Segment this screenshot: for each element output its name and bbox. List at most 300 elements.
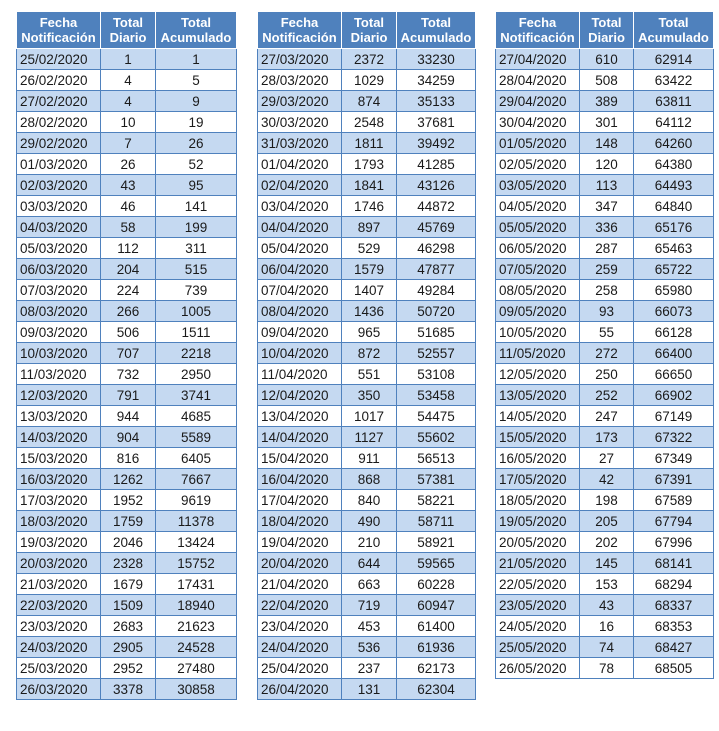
table-row xyxy=(258,427,476,448)
cell-fecha: 07/03/2020 xyxy=(17,280,101,301)
table-row xyxy=(17,532,237,553)
table-row xyxy=(17,196,237,217)
cell-total-acumulado: 66073 xyxy=(634,301,714,322)
cell-total-acumulado: 62173 xyxy=(397,658,476,679)
cell-total-acumulado: 55602 xyxy=(397,427,476,448)
cell-fecha: 21/05/2020 xyxy=(496,553,580,574)
header-total-acumulado: Total Acumulado xyxy=(397,12,476,49)
cell-total-acumulado: 3741 xyxy=(156,385,237,406)
cell-fecha: 12/03/2020 xyxy=(17,385,101,406)
cell-total-acumulado: 34259 xyxy=(397,70,476,91)
cell-total-acumulado: 515 xyxy=(156,259,237,280)
cell-fecha: 24/05/2020 xyxy=(496,616,580,637)
table-row xyxy=(258,679,476,700)
table-row xyxy=(496,427,714,448)
cell-total-diario: 148 xyxy=(580,133,634,154)
cell-total-diario: 1436 xyxy=(342,301,397,322)
cell-fecha: 05/05/2020 xyxy=(496,217,580,238)
cell-fecha: 25/03/2020 xyxy=(17,658,101,679)
table-row xyxy=(258,91,476,112)
table-row xyxy=(496,364,714,385)
cell-total-acumulado: 19 xyxy=(156,112,237,133)
cell-total-diario: 840 xyxy=(342,490,397,511)
cell-total-acumulado: 739 xyxy=(156,280,237,301)
table-row xyxy=(496,49,714,70)
cell-total-acumulado: 65463 xyxy=(634,238,714,259)
cell-total-diario: 874 xyxy=(342,91,397,112)
cell-fecha: 25/05/2020 xyxy=(496,637,580,658)
cell-total-acumulado: 68294 xyxy=(634,574,714,595)
cell-total-diario: 1 xyxy=(101,49,156,70)
cell-total-acumulado: 61400 xyxy=(397,616,476,637)
table-row xyxy=(496,637,714,658)
cell-total-acumulado: 50720 xyxy=(397,301,476,322)
table-row xyxy=(496,301,714,322)
cell-total-acumulado: 95 xyxy=(156,175,237,196)
cell-total-acumulado: 68337 xyxy=(634,595,714,616)
cell-total-diario: 1811 xyxy=(342,133,397,154)
cell-fecha: 30/04/2020 xyxy=(496,112,580,133)
cell-fecha: 18/05/2020 xyxy=(496,490,580,511)
cell-total-acumulado: 65176 xyxy=(634,217,714,238)
cell-total-diario: 1127 xyxy=(342,427,397,448)
cell-fecha: 16/04/2020 xyxy=(258,469,342,490)
cell-total-acumulado: 67322 xyxy=(634,427,714,448)
cell-total-diario: 205 xyxy=(580,511,634,532)
cell-total-diario: 4 xyxy=(101,91,156,112)
cell-total-acumulado: 199 xyxy=(156,217,237,238)
cell-total-acumulado: 46298 xyxy=(397,238,476,259)
cell-total-acumulado: 5 xyxy=(156,70,237,91)
cell-fecha: 29/04/2020 xyxy=(496,91,580,112)
table-row xyxy=(258,553,476,574)
cell-total-diario: 965 xyxy=(342,322,397,343)
cell-total-acumulado: 66902 xyxy=(634,385,714,406)
cell-total-diario: 43 xyxy=(101,175,156,196)
cell-fecha: 11/03/2020 xyxy=(17,364,101,385)
cell-total-acumulado: 63422 xyxy=(634,70,714,91)
cell-total-diario: 1793 xyxy=(342,154,397,175)
cell-fecha: 13/05/2020 xyxy=(496,385,580,406)
cell-total-acumulado: 1 xyxy=(156,49,237,70)
cell-total-acumulado: 53108 xyxy=(397,364,476,385)
cell-total-acumulado: 65980 xyxy=(634,280,714,301)
cell-fecha: 15/05/2020 xyxy=(496,427,580,448)
cell-total-diario: 58 xyxy=(101,217,156,238)
cell-total-acumulado: 27480 xyxy=(156,658,237,679)
cell-fecha: 11/05/2020 xyxy=(496,343,580,364)
cell-fecha: 23/04/2020 xyxy=(258,616,342,637)
cell-fecha: 04/04/2020 xyxy=(258,217,342,238)
cell-total-acumulado: 49284 xyxy=(397,280,476,301)
cell-total-acumulado: 64380 xyxy=(634,154,714,175)
cell-fecha: 22/04/2020 xyxy=(258,595,342,616)
cell-total-acumulado: 17431 xyxy=(156,574,237,595)
cell-total-acumulado: 66128 xyxy=(634,322,714,343)
header-total-diario: Total Diario xyxy=(580,12,634,49)
cell-total-diario: 2328 xyxy=(101,553,156,574)
cell-total-diario: 210 xyxy=(342,532,397,553)
table-row xyxy=(258,637,476,658)
cell-total-diario: 904 xyxy=(101,427,156,448)
cell-total-diario: 113 xyxy=(580,175,634,196)
cell-total-diario: 10 xyxy=(101,112,156,133)
cell-total-acumulado: 68427 xyxy=(634,637,714,658)
table-row xyxy=(496,91,714,112)
table-row xyxy=(496,385,714,406)
cell-total-diario: 301 xyxy=(580,112,634,133)
cell-total-diario: 74 xyxy=(580,637,634,658)
cell-total-acumulado: 33230 xyxy=(397,49,476,70)
table-row xyxy=(17,133,237,154)
cell-fecha: 19/03/2020 xyxy=(17,532,101,553)
table-row xyxy=(17,280,237,301)
table-row xyxy=(17,406,237,427)
cell-fecha: 12/05/2020 xyxy=(496,364,580,385)
table-row xyxy=(17,679,237,700)
cell-total-acumulado: 65722 xyxy=(634,259,714,280)
table-row xyxy=(17,364,237,385)
table-row xyxy=(258,70,476,91)
table-row xyxy=(17,217,237,238)
cell-fecha: 14/03/2020 xyxy=(17,427,101,448)
cell-total-diario: 1679 xyxy=(101,574,156,595)
table-row xyxy=(258,595,476,616)
cell-fecha: 04/03/2020 xyxy=(17,217,101,238)
header-fecha: Fecha Notificación xyxy=(17,12,101,49)
table-row xyxy=(258,406,476,427)
cell-total-acumulado: 58921 xyxy=(397,532,476,553)
table-row xyxy=(258,49,476,70)
cell-fecha: 20/04/2020 xyxy=(258,553,342,574)
cell-total-diario: 1029 xyxy=(342,70,397,91)
cell-total-acumulado: 66400 xyxy=(634,343,714,364)
cell-total-diario: 259 xyxy=(580,259,634,280)
cell-total-acumulado: 60228 xyxy=(397,574,476,595)
cell-total-diario: 173 xyxy=(580,427,634,448)
cell-total-diario: 252 xyxy=(580,385,634,406)
table-row xyxy=(17,658,237,679)
table-row xyxy=(17,322,237,343)
cell-total-diario: 610 xyxy=(580,49,634,70)
cell-fecha: 20/05/2020 xyxy=(496,532,580,553)
cell-total-acumulado: 9 xyxy=(156,91,237,112)
table-row xyxy=(17,343,237,364)
cell-fecha: 12/04/2020 xyxy=(258,385,342,406)
table-row xyxy=(258,238,476,259)
cell-fecha: 21/04/2020 xyxy=(258,574,342,595)
cell-total-acumulado: 44872 xyxy=(397,196,476,217)
cell-total-acumulado: 2218 xyxy=(156,343,237,364)
cell-total-diario: 1579 xyxy=(342,259,397,280)
cell-fecha: 17/04/2020 xyxy=(258,490,342,511)
table-row xyxy=(17,637,237,658)
cell-fecha: 27/03/2020 xyxy=(258,49,342,70)
cell-total-acumulado: 11378 xyxy=(156,511,237,532)
cell-total-diario: 1262 xyxy=(101,469,156,490)
table-row xyxy=(258,385,476,406)
table-row xyxy=(496,112,714,133)
cell-total-acumulado: 61936 xyxy=(397,637,476,658)
cell-total-acumulado: 21623 xyxy=(156,616,237,637)
cell-total-acumulado: 58221 xyxy=(397,490,476,511)
cell-fecha: 14/04/2020 xyxy=(258,427,342,448)
cell-fecha: 21/03/2020 xyxy=(17,574,101,595)
cell-fecha: 01/04/2020 xyxy=(258,154,342,175)
cell-fecha: 26/04/2020 xyxy=(258,679,342,700)
cell-total-diario: 43 xyxy=(580,595,634,616)
cell-total-acumulado: 62914 xyxy=(634,49,714,70)
table-row xyxy=(496,217,714,238)
cell-total-acumulado: 9619 xyxy=(156,490,237,511)
table-row xyxy=(258,217,476,238)
cell-fecha: 27/02/2020 xyxy=(17,91,101,112)
table-row xyxy=(258,574,476,595)
table-row xyxy=(258,490,476,511)
cell-total-acumulado: 6405 xyxy=(156,448,237,469)
cell-fecha: 23/03/2020 xyxy=(17,616,101,637)
cell-total-acumulado: 68353 xyxy=(634,616,714,637)
cell-total-acumulado: 4685 xyxy=(156,406,237,427)
cell-total-diario: 55 xyxy=(580,322,634,343)
cell-fecha: 18/03/2020 xyxy=(17,511,101,532)
cell-total-acumulado: 62304 xyxy=(397,679,476,700)
cell-total-acumulado: 5589 xyxy=(156,427,237,448)
cell-fecha: 30/03/2020 xyxy=(258,112,342,133)
cell-fecha: 29/02/2020 xyxy=(17,133,101,154)
cell-fecha: 06/05/2020 xyxy=(496,238,580,259)
table-row xyxy=(496,154,714,175)
table-row xyxy=(17,112,237,133)
table-row xyxy=(496,658,714,679)
cell-total-diario: 202 xyxy=(580,532,634,553)
table-row xyxy=(496,133,714,154)
cell-total-acumulado: 64840 xyxy=(634,196,714,217)
cell-total-acumulado: 52557 xyxy=(397,343,476,364)
cell-fecha: 16/03/2020 xyxy=(17,469,101,490)
table-row xyxy=(496,322,714,343)
cell-total-diario: 453 xyxy=(342,616,397,637)
cell-total-acumulado: 56513 xyxy=(397,448,476,469)
table-row xyxy=(17,175,237,196)
cell-total-diario: 350 xyxy=(342,385,397,406)
table-row xyxy=(258,532,476,553)
cell-total-diario: 719 xyxy=(342,595,397,616)
table-row xyxy=(17,49,237,70)
cell-total-acumulado: 26 xyxy=(156,133,237,154)
cell-total-diario: 112 xyxy=(101,238,156,259)
table-row xyxy=(258,469,476,490)
table-row xyxy=(496,574,714,595)
table-row xyxy=(17,448,237,469)
table-row xyxy=(496,196,714,217)
cell-fecha: 06/03/2020 xyxy=(17,259,101,280)
cell-fecha: 06/04/2020 xyxy=(258,259,342,280)
cell-total-diario: 258 xyxy=(580,280,634,301)
cell-total-diario: 145 xyxy=(580,553,634,574)
cell-fecha: 27/04/2020 xyxy=(496,49,580,70)
cell-total-acumulado: 7667 xyxy=(156,469,237,490)
cell-total-diario: 3378 xyxy=(101,679,156,700)
table-row xyxy=(17,574,237,595)
cell-fecha: 17/03/2020 xyxy=(17,490,101,511)
cell-fecha: 01/05/2020 xyxy=(496,133,580,154)
cell-fecha: 20/03/2020 xyxy=(17,553,101,574)
cell-fecha: 03/05/2020 xyxy=(496,175,580,196)
cell-total-acumulado: 67391 xyxy=(634,469,714,490)
table-row xyxy=(496,595,714,616)
cell-total-acumulado: 47877 xyxy=(397,259,476,280)
table-row xyxy=(496,259,714,280)
table-row xyxy=(17,385,237,406)
table-row xyxy=(258,448,476,469)
cell-total-diario: 287 xyxy=(580,238,634,259)
cell-total-acumulado: 60947 xyxy=(397,595,476,616)
cell-total-diario: 644 xyxy=(342,553,397,574)
cell-total-diario: 27 xyxy=(580,448,634,469)
cell-total-acumulado: 41285 xyxy=(397,154,476,175)
table-row xyxy=(258,658,476,679)
table-row xyxy=(17,427,237,448)
cell-total-diario: 1952 xyxy=(101,490,156,511)
cell-total-acumulado: 2950 xyxy=(156,364,237,385)
cell-fecha: 23/05/2020 xyxy=(496,595,580,616)
table-row xyxy=(258,343,476,364)
table-row xyxy=(258,154,476,175)
cell-total-acumulado: 67149 xyxy=(634,406,714,427)
cell-fecha: 09/04/2020 xyxy=(258,322,342,343)
cell-total-diario: 490 xyxy=(342,511,397,532)
cell-total-diario: 120 xyxy=(580,154,634,175)
cell-fecha: 08/03/2020 xyxy=(17,301,101,322)
cell-total-diario: 2952 xyxy=(101,658,156,679)
cell-total-diario: 42 xyxy=(580,469,634,490)
cell-fecha: 10/03/2020 xyxy=(17,343,101,364)
cell-total-diario: 529 xyxy=(342,238,397,259)
cell-total-acumulado: 13424 xyxy=(156,532,237,553)
cell-total-diario: 336 xyxy=(580,217,634,238)
cell-total-acumulado: 64112 xyxy=(634,112,714,133)
cell-total-diario: 1017 xyxy=(342,406,397,427)
cell-fecha: 04/05/2020 xyxy=(496,196,580,217)
cell-fecha: 29/03/2020 xyxy=(258,91,342,112)
cell-total-acumulado: 141 xyxy=(156,196,237,217)
cell-fecha: 26/05/2020 xyxy=(496,658,580,679)
cell-fecha: 14/05/2020 xyxy=(496,406,580,427)
table-row xyxy=(258,175,476,196)
cell-total-diario: 250 xyxy=(580,364,634,385)
cell-total-diario: 911 xyxy=(342,448,397,469)
cell-fecha: 07/05/2020 xyxy=(496,259,580,280)
cell-total-diario: 663 xyxy=(342,574,397,595)
cell-fecha: 13/03/2020 xyxy=(17,406,101,427)
table-row xyxy=(17,154,237,175)
table-row xyxy=(17,259,237,280)
cell-total-acumulado: 53458 xyxy=(397,385,476,406)
table-row xyxy=(17,616,237,637)
cell-fecha: 18/04/2020 xyxy=(258,511,342,532)
cell-total-diario: 7 xyxy=(101,133,156,154)
table-row xyxy=(17,595,237,616)
cell-total-diario: 897 xyxy=(342,217,397,238)
cell-total-acumulado: 15752 xyxy=(156,553,237,574)
cell-total-diario: 224 xyxy=(101,280,156,301)
cell-total-diario: 347 xyxy=(580,196,634,217)
cell-total-diario: 2905 xyxy=(101,637,156,658)
cell-total-acumulado: 51685 xyxy=(397,322,476,343)
cell-fecha: 03/03/2020 xyxy=(17,196,101,217)
cell-fecha: 11/04/2020 xyxy=(258,364,342,385)
table-row xyxy=(496,280,714,301)
cell-fecha: 24/04/2020 xyxy=(258,637,342,658)
table-row xyxy=(496,616,714,637)
cell-total-acumulado: 24528 xyxy=(156,637,237,658)
cell-total-acumulado: 1005 xyxy=(156,301,237,322)
cell-total-diario: 2046 xyxy=(101,532,156,553)
cell-fecha: 07/04/2020 xyxy=(258,280,342,301)
cell-total-diario: 508 xyxy=(580,70,634,91)
cell-fecha: 09/03/2020 xyxy=(17,322,101,343)
table-row xyxy=(258,112,476,133)
cell-total-acumulado: 64260 xyxy=(634,133,714,154)
cell-fecha: 25/04/2020 xyxy=(258,658,342,679)
cell-total-diario: 732 xyxy=(101,364,156,385)
table-1 xyxy=(16,11,237,700)
cell-fecha: 15/04/2020 xyxy=(258,448,342,469)
cell-fecha: 10/05/2020 xyxy=(496,322,580,343)
cell-total-diario: 1407 xyxy=(342,280,397,301)
table-row xyxy=(496,490,714,511)
cell-total-diario: 46 xyxy=(101,196,156,217)
header-total-acumulado: Total Acumulado xyxy=(634,12,714,49)
cell-total-acumulado: 30858 xyxy=(156,679,237,700)
table-row xyxy=(496,532,714,553)
cell-total-acumulado: 52 xyxy=(156,154,237,175)
table-row xyxy=(258,133,476,154)
cell-total-acumulado: 67794 xyxy=(634,511,714,532)
cell-total-diario: 131 xyxy=(342,679,397,700)
table-row xyxy=(258,259,476,280)
table-row xyxy=(17,511,237,532)
cell-total-acumulado: 54475 xyxy=(397,406,476,427)
cell-fecha: 28/03/2020 xyxy=(258,70,342,91)
cell-total-diario: 2372 xyxy=(342,49,397,70)
cell-fecha: 13/04/2020 xyxy=(258,406,342,427)
cell-fecha: 31/03/2020 xyxy=(258,133,342,154)
table-row xyxy=(258,511,476,532)
table-row xyxy=(17,70,237,91)
cell-total-acumulado: 64493 xyxy=(634,175,714,196)
cell-total-acumulado: 35133 xyxy=(397,91,476,112)
cell-fecha: 25/02/2020 xyxy=(17,49,101,70)
table-row xyxy=(496,70,714,91)
cell-total-diario: 198 xyxy=(580,490,634,511)
table-row xyxy=(496,553,714,574)
cell-total-acumulado: 63811 xyxy=(634,91,714,112)
table-2 xyxy=(257,11,476,700)
table-row xyxy=(17,91,237,112)
table-row xyxy=(17,490,237,511)
header-fecha: Fecha Notificación xyxy=(496,12,580,49)
cell-total-diario: 247 xyxy=(580,406,634,427)
cell-fecha: 17/05/2020 xyxy=(496,469,580,490)
table-row xyxy=(496,469,714,490)
cell-total-acumulado: 18940 xyxy=(156,595,237,616)
cell-fecha: 22/03/2020 xyxy=(17,595,101,616)
cell-total-acumulado: 1511 xyxy=(156,322,237,343)
table-row xyxy=(496,343,714,364)
table-row xyxy=(17,469,237,490)
